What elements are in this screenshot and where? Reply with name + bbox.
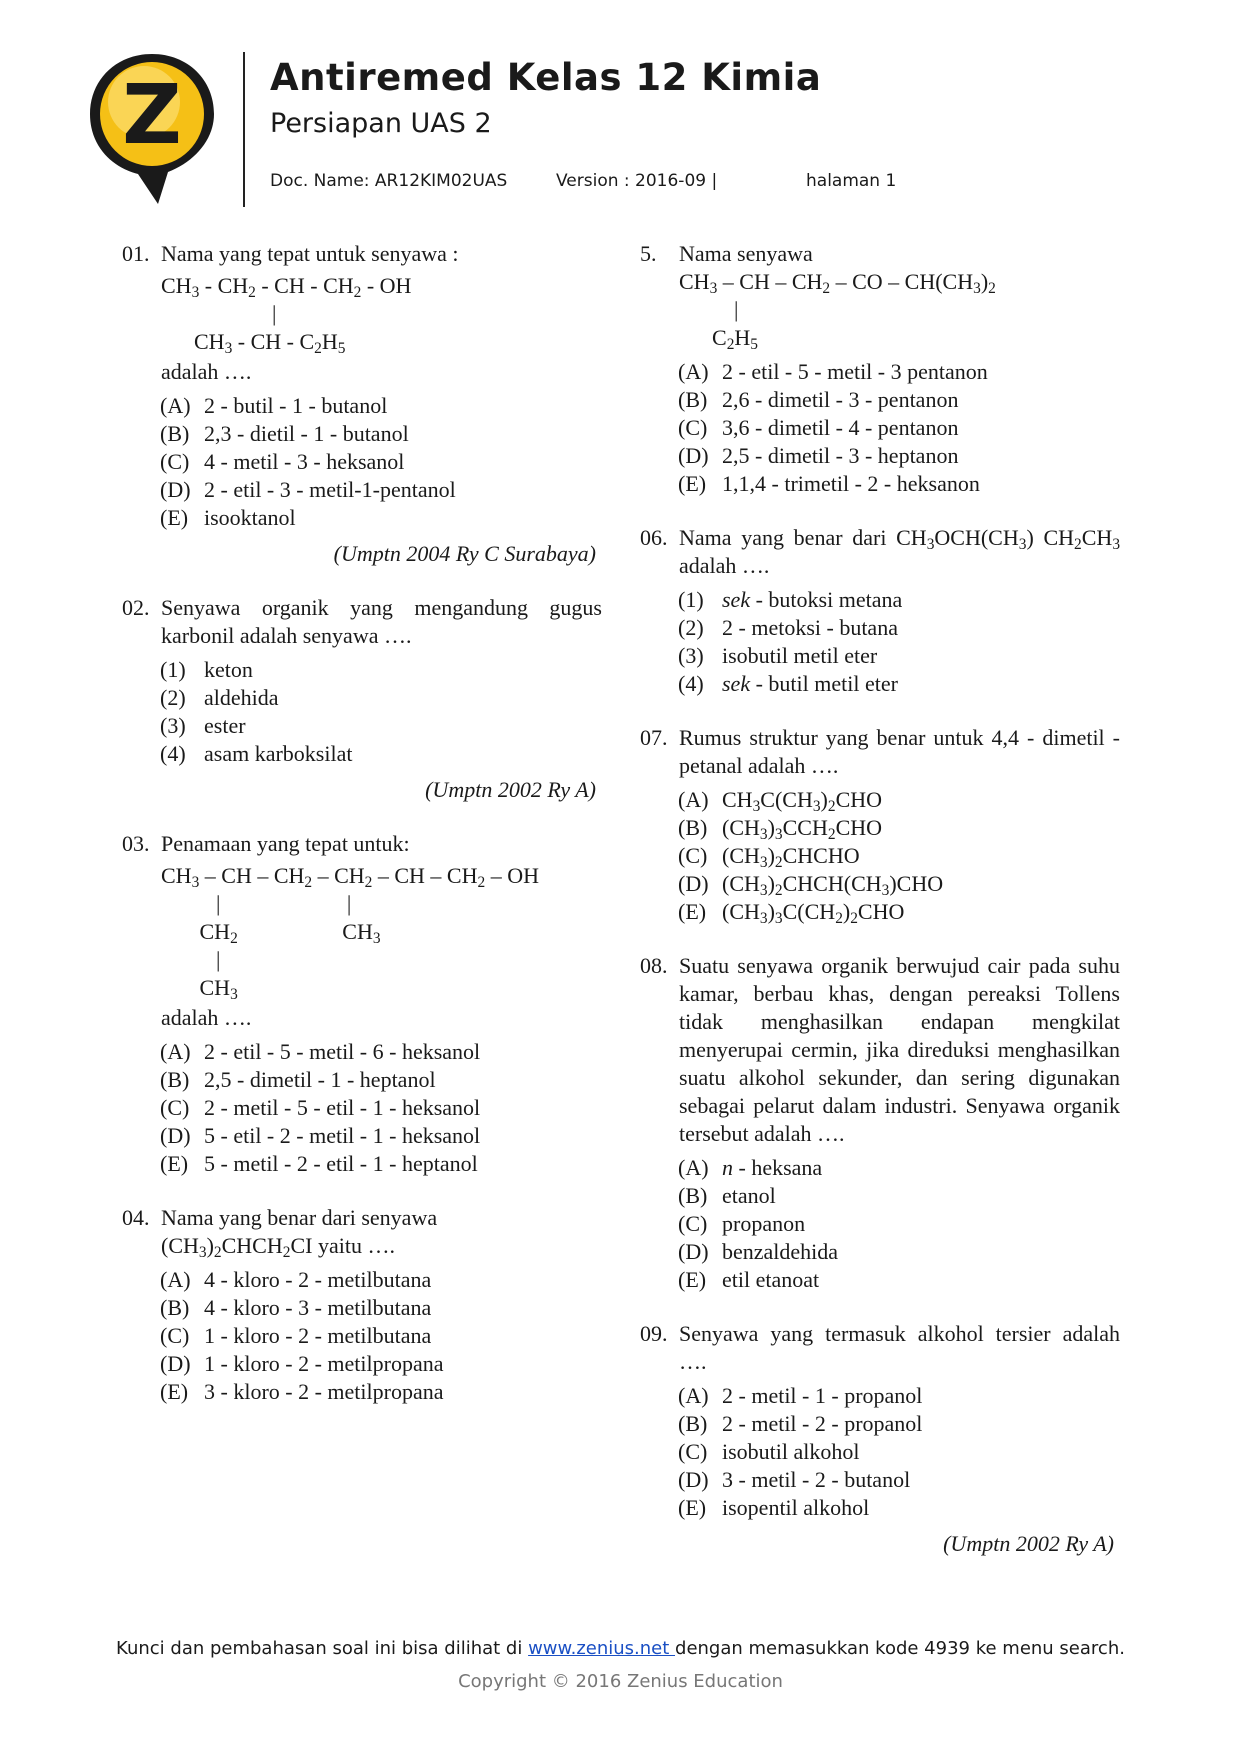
options <box>640 1154 1120 1294</box>
right-column <box>640 240 1120 1584</box>
options <box>122 1266 602 1406</box>
option[interactable]: (B) 2 - metil - 2 - propanol <box>678 1411 923 1436</box>
option[interactable]: (A) 2 - etil - 5 - metil - 6 - heksanol <box>160 1039 481 1064</box>
question-source: (Umptn 2004 Ry C Surabaya) <box>333 541 596 566</box>
option[interactable]: (B) 2,6 - dimetil - 3 - pentanon <box>678 387 959 412</box>
option[interactable]: (C) 4 - metil - 3 - heksanol <box>160 449 405 474</box>
option[interactable]: (E) 5 - metil - 2 - etil - 1 - heptanol <box>160 1151 478 1176</box>
question-06 <box>640 524 1120 698</box>
options <box>122 1038 602 1178</box>
option[interactable]: (C) 1 - kloro - 2 - metilbutana <box>160 1323 432 1348</box>
question-number: 5. <box>640 241 657 266</box>
doc-page: halaman 1 <box>806 171 897 191</box>
option[interactable]: (1) sek - butoksi metana <box>678 587 903 612</box>
option[interactable]: (2) 2 - metoksi - butana <box>678 615 898 640</box>
header-divider <box>243 52 245 207</box>
options <box>640 1382 1120 1522</box>
option[interactable]: (E) isooktanol <box>160 505 296 530</box>
option[interactable]: (E) etil etanoat <box>678 1267 820 1292</box>
zenius-link[interactable]: www.zenius.net <box>528 1638 676 1659</box>
option[interactable]: (B) 2,3 - dietil - 1 - butanol <box>160 421 409 446</box>
question-07 <box>640 724 1120 926</box>
question-text: Nama senyawa <box>679 241 813 266</box>
option[interactable]: (4) asam karboksilat <box>160 741 353 766</box>
option[interactable]: (4) sek - butil metil eter <box>678 671 898 696</box>
option[interactable]: (D) 2,5 - dimetil - 3 - heptanon <box>678 443 959 468</box>
question-text: Suatu senyawa organik berwujud cair pada suhu kamar, berbau khas, dengan pereaksi Tollens tidak menghasilkan endapan mengkilat menyerupai cermin, jika direduksi menghasilkan suatu alkohol sekunder, dan sering digunakan sebagai pelarut dalam industri. Senyawa organik tersebut adalah …. <box>679 953 1120 1146</box>
question-text: Senyawa organik yang mengandung gugus karbonil adalah senyawa …. <box>161 595 602 648</box>
option[interactable]: (B) 2,5 - dimetil - 1 - heptanol <box>160 1067 436 1092</box>
option[interactable]: (C) 3,6 - dimetil - 4 - pentanon <box>678 415 959 440</box>
options <box>122 392 602 532</box>
option[interactable]: (A) $CH_3C(CH_3)_2CHO$ <box>678 787 883 815</box>
page-subtitle: Persiapan UAS 2 <box>270 108 492 139</box>
question-number: 07. <box>640 725 668 750</box>
option[interactable]: (C) propanon <box>678 1211 806 1236</box>
question-text: Penamaan yang tepat untuk: <box>161 831 410 856</box>
option[interactable]: (C) 2 - metil - 5 - etil - 1 - heksanol <box>160 1095 481 1120</box>
question-source: (Umptn 2002 Ry A) <box>943 1531 1114 1556</box>
options <box>640 786 1120 926</box>
question-05 <box>640 240 1120 498</box>
option[interactable]: (D) 5 - etil - 2 - metil - 1 - heksanol <box>160 1123 481 1148</box>
option[interactable]: (1) keton <box>160 657 253 682</box>
option[interactable]: (A) 2 - butil - 1 - butanol <box>160 393 388 418</box>
option[interactable]: (D) $(CH_3)_2CHCH(CH_3)CHO$ <box>678 871 944 899</box>
option[interactable]: (E) isopentil alkohol <box>678 1495 870 1520</box>
question-number: 06. <box>640 525 668 550</box>
copyright: Copyright © 2016 Zenius Education <box>458 1671 783 1692</box>
structural-formula: $CH_3 - CH_2$ - CH - $CH_2$ - OH | $CH_3$ - CH - $C_2H_5$ <box>161 273 412 357</box>
option[interactable]: (2) aldehida <box>160 685 279 710</box>
question-04 <box>122 1204 602 1406</box>
option[interactable]: (A) 2 - metil - 1 - propanol <box>678 1383 923 1408</box>
question-09 <box>640 1320 1120 1558</box>
question-03 <box>122 830 602 1178</box>
left-column <box>122 240 602 1432</box>
options <box>640 358 1120 498</box>
formula-inline: $(CH_3)_2CHCH_2CI$ <box>161 1233 313 1261</box>
option[interactable]: (D) benzaldehida <box>678 1239 839 1264</box>
footer-note: Kunci dan pembahasan soal ini bisa dilihat di www.zenius.net dengan memasukkan kode 4939 ke menu search. <box>116 1638 1125 1659</box>
option[interactable]: (B) 4 - kloro - 3 - metilbutana <box>160 1295 432 1320</box>
option[interactable]: (D) 1 - kloro - 2 - metilpropana <box>160 1351 444 1376</box>
question-number: 08. <box>640 953 668 978</box>
option[interactable]: (A) 2 - etil - 5 - metil - 3 pentanon <box>678 359 988 384</box>
question-number: 04. <box>122 1205 150 1230</box>
question-text: Rumus struktur yang benar untuk 4,4 - dimetil - petanal adalah …. <box>679 725 1120 778</box>
options <box>122 656 602 768</box>
question-number: 01. <box>122 241 150 266</box>
zenius-logo <box>86 50 218 208</box>
doc-meta <box>270 171 896 191</box>
question-number: 03. <box>122 831 150 856</box>
option[interactable]: (E) 3 - kloro - 2 - metilpropana <box>160 1379 444 1404</box>
question-tail: adalah …. <box>161 1005 252 1030</box>
option[interactable]: (C) isobutil alkohol <box>678 1439 860 1464</box>
option[interactable]: (3) ester <box>160 713 246 738</box>
option[interactable]: (A) 4 - kloro - 2 - metilbutana <box>160 1267 432 1292</box>
question-02 <box>122 594 602 804</box>
option[interactable]: (B) $(CH_3)_3CCH_2CHO$ <box>678 815 883 843</box>
option[interactable]: (E) 1,1,4 - trimetil - 2 - heksanon <box>678 471 980 496</box>
option[interactable]: (D) 3 - metil - 2 - butanol <box>678 1467 911 1492</box>
question-text: Nama yang benar dari senyawa $(CH_3)_2CHCH_2CI$ yaitu …. <box>161 1205 438 1261</box>
question-text: Nama yang tepat untuk senyawa : <box>161 241 459 266</box>
doc-name: Doc. Name: AR12KIM02UAS <box>270 171 508 191</box>
question-source: (Umptn 2002 Ry A) <box>425 777 596 802</box>
option[interactable]: (D) 2 - etil - 3 - metil-1-pentanol <box>160 477 456 502</box>
question-number: 09. <box>640 1321 668 1346</box>
page-title: Antiremed Kelas 12 Kimia <box>270 56 822 99</box>
doc-version: Version : 2016-09 | <box>556 171 718 191</box>
option[interactable]: (E) $(CH_3)_3C(CH_2)_2CHO$ <box>678 899 905 927</box>
question-text: Nama yang benar dari $CH_3OCH(CH_3)$ $CH_2CH_3$ adalah …. <box>679 525 1121 578</box>
structural-formula: $CH_3$ – CH – $CH_2 - CH_2$ – CH – $CH_2$ – OH | | $CH_2$ $CH_3$ | $CH_3$ <box>161 863 539 1003</box>
options <box>640 586 1120 698</box>
question-08 <box>640 952 1120 1294</box>
question-tail: adalah …. <box>161 359 252 384</box>
question-text: Senyawa yang termasuk alkohol tersier adalah …. <box>679 1321 1120 1374</box>
question-01 <box>122 240 602 568</box>
option[interactable]: (C) $(CH_3)_2CHCHO$ <box>678 843 860 871</box>
option[interactable]: (B) etanol <box>678 1183 776 1208</box>
option[interactable]: (A) n - heksana <box>678 1155 823 1180</box>
logo-letter: Z <box>122 68 182 163</box>
option[interactable]: (3) isobutil metil eter <box>678 643 878 668</box>
structural-formula: $CH_3$ – CH – $CH_2$ – CO – $CH(CH_3)_2$ | $C_2H_5$ <box>679 269 996 353</box>
question-number: 02. <box>122 595 150 620</box>
